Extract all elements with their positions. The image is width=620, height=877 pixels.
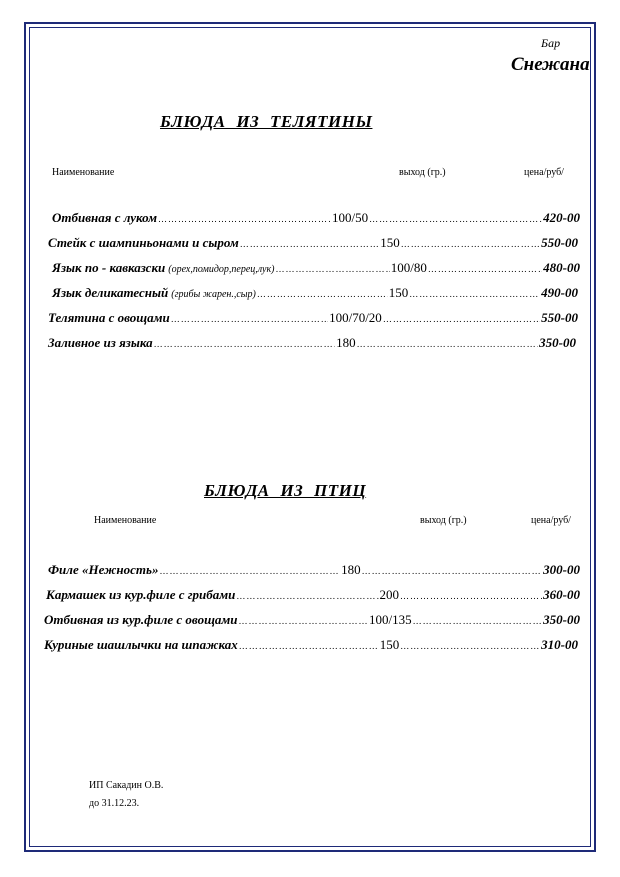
poultry-col-name: Наименование [94,515,157,526]
bar-label: Бар [541,36,561,50]
menu-item-price: 310-00 [541,637,579,652]
valid-until: до 31.12.23. [89,798,140,809]
bar-name: Снежана [511,54,590,75]
veal-col-name: Наименование [52,167,115,178]
menu-item-weight: 100/70/20 [329,310,382,325]
menu-item-price: 550-00 [541,310,579,325]
menu-item-name: Заливное из языка [48,335,153,350]
poultry-col-price: цена/руб/ [531,515,571,526]
menu-item-name: Отбивная из кур.филе с овощами [44,612,238,627]
menu-item [48,310,578,326]
menu-item-weight: 150 [388,285,409,300]
leader-dots [369,214,542,224]
leader-dots [400,641,540,651]
menu-item [44,612,580,628]
leader-dots [400,591,542,601]
menu-item-name: Куриные шашлычки на шпажках [44,637,238,652]
menu-item-price: 420-00 [543,210,581,225]
menu-item-name: Язык деликатесный [52,285,169,300]
menu-item-weight: 200 [379,587,400,602]
leader-dots [275,264,389,274]
leader-dots [159,566,340,576]
menu-item-price: 550-00 [541,235,579,250]
leader-dots [357,339,539,349]
menu-item-name: Отбивная с луком [52,210,157,225]
menu-item-note: (грибы жарен.,сыр) [171,289,256,300]
leader-dots [428,264,542,274]
menu-item-name: Стейк с шампиньонами и сыром [48,235,239,250]
menu-item-weight: 180 [341,562,361,577]
leader-dots [383,314,540,324]
menu-item [48,335,576,351]
menu-item [52,210,580,226]
menu-item [44,637,578,653]
leader-dots [413,616,543,626]
menu-item-name: Филе «Нежность» [48,562,159,577]
menu-item-price: 490-00 [541,285,579,300]
menu-item [52,285,578,301]
menu-item-name: Язык по - кавказски [52,260,166,275]
menu-item-weight: 100/135 [369,612,412,627]
menu-item-weight: 150 [379,637,400,652]
leader-dots [257,289,388,299]
menu-item-note: (орех,помидор,перец,лук) [168,264,275,275]
menu-item-price: 480-00 [543,260,580,275]
poultry-section-title: БЛЮДА ИЗ ПТИЦ [204,481,367,500]
menu-item-weight: 100/80 [390,260,427,275]
menu-item-weight: 100/50 [332,210,369,225]
menu-item [46,587,580,603]
veal-section-title: БЛЮДА ИЗ ТЕЛЯТИНЫ [160,112,373,131]
menu-item-price: 350-00 [539,335,577,350]
menu-item-price: 300-00 [543,562,581,577]
leader-dots [239,641,379,651]
menu-item-price: 360-00 [543,587,580,602]
leader-dots [158,214,331,224]
leader-dots [401,239,540,249]
leader-dots [239,616,369,626]
menu-item [52,260,580,276]
veal-col-price: цена/руб/ [524,167,564,178]
leader-dots [240,239,379,249]
menu-item-name: Телятина с овощами [48,310,170,325]
poultry-col-weight: выход (гр.) [420,515,467,526]
menu-item-price: 350-00 [543,612,580,627]
leader-dots [236,591,378,601]
menu-item-weight: 150 [380,235,400,250]
page-border-inner [29,27,591,847]
menu-item [48,235,578,251]
owner-name: ИП Сакадин О.В. [89,780,164,791]
leader-dots [154,339,336,349]
leader-dots [171,314,328,324]
menu-item-weight: 180 [336,335,356,350]
menu-item [48,562,580,578]
veal-col-weight: выход (гр.) [399,167,446,178]
leader-dots [409,289,540,299]
leader-dots [362,566,543,576]
menu-item-name: Кармашек из кур.филе с грибами [46,587,236,602]
